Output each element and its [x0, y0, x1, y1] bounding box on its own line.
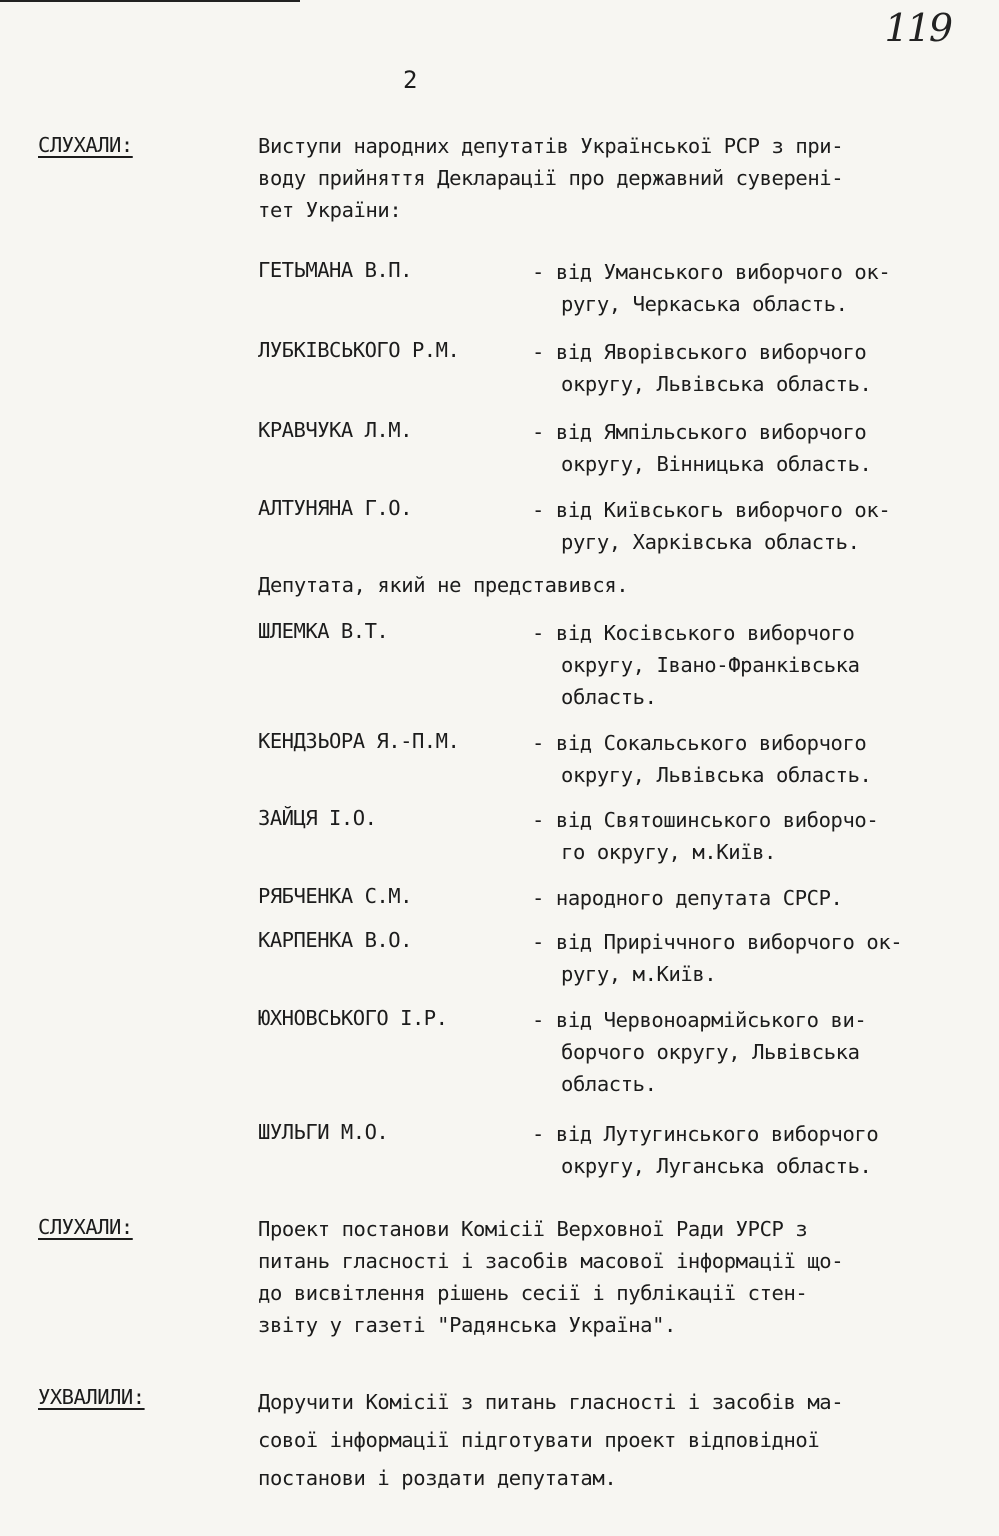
para-line: до висвітлення рішень сесії і публікації стен- [258, 1281, 808, 1305]
section-label-heard-2: СЛУХАЛИ: [38, 1215, 133, 1239]
speaker-district [532, 336, 872, 400]
speaker-name: АЛТУНЯНА Г.О. [258, 496, 412, 520]
district-line: округу, Львівська область. [561, 763, 872, 787]
speaker-district [532, 1118, 878, 1182]
top-edge-line [0, 0, 300, 2]
speaker-name: РЯБЧЕНКА С.М. [258, 884, 412, 908]
district-line: - від Уманського виборчого ок- [532, 260, 891, 284]
district-line: борчого округу, Львівська [561, 1040, 860, 1064]
section3-text [258, 1383, 958, 1497]
para-line: Проект постанови Комісії Верховної Ради УРСР з [258, 1217, 808, 1241]
speaker-name: ШЛЕМКА В.Т. [258, 619, 389, 643]
district-line: - від Київськогь виборчого ок- [532, 498, 891, 522]
para-line: сової інформації підготувати проект відповідної [258, 1428, 820, 1452]
district-line: ругу, м.Київ. [561, 962, 717, 986]
para-line: звіту у газеті "Радянська Україна". [258, 1313, 676, 1337]
speaker-name: ЮХНОВСЬКОГО І.Р. [258, 1006, 448, 1030]
speaker-name: КЕНДЗЬОРА Я.-П.М. [258, 729, 460, 753]
district-line: - народного депутата СРСР. [532, 886, 843, 910]
para-line: постанови і роздати депутатам. [258, 1466, 617, 1490]
section1-intro [258, 130, 958, 226]
page-number: 2 [403, 66, 418, 94]
district-line: округу, Вінницька область. [561, 452, 872, 476]
speaker-district [532, 804, 878, 868]
district-line: округу, Луганська область. [561, 1154, 872, 1178]
speaker-district [532, 416, 872, 480]
district-line: - від Сокальського виборчого [532, 731, 867, 755]
intro-line: Виступи народних депутатів Української РСР з при- [258, 134, 844, 158]
speaker-district [532, 1004, 866, 1100]
district-line: - від Червоноармійського ви- [532, 1008, 867, 1032]
district-line: - від Косівського виборчого [532, 621, 855, 645]
district-line: - від Лутугинського виборчого [532, 1122, 879, 1146]
district-line: область. [561, 685, 657, 709]
district-line: область. [561, 1072, 657, 1096]
intro-line: тет України: [258, 198, 402, 222]
archive-page-number: 119 [884, 6, 951, 50]
speaker-district [532, 494, 890, 558]
para-line: питань гласності і засобів масової інформації що- [258, 1249, 844, 1273]
district-line: - від Святошинського виборчо- [532, 808, 879, 832]
speaker-district [532, 727, 872, 791]
speaker-name: ЗАЙЦЯ І.О. [258, 806, 377, 830]
speaker-district [532, 926, 902, 990]
district-line: ругу, Черкаська область. [561, 292, 848, 316]
speaker-district [532, 256, 890, 320]
section2-text [258, 1213, 958, 1341]
district-line: округу, Львівська область. [561, 372, 872, 396]
district-line: го округу, м.Київ. [561, 840, 776, 864]
speaker-name: ШУЛЬГИ М.О. [258, 1120, 389, 1144]
district-line: - від Ямпільського виборчого [532, 420, 867, 444]
para-line: Доручити Комісії з питань гласності і засобів ма- [258, 1390, 844, 1414]
section-label-resolved: УХВАЛИЛИ: [38, 1385, 145, 1409]
district-line: - від Приріччного виборчого ок- [532, 930, 903, 954]
speaker-name: КРАВЧУКА Л.М. [258, 418, 412, 442]
speaker-name: КАРПЕНКА В.О. [258, 928, 412, 952]
unnamed-deputy-note: Депутата, який не представився. [258, 573, 629, 597]
district-line: округу, Івано-Франківська [561, 653, 860, 677]
speaker-name: ГЕТЬМАНА В.П. [258, 258, 412, 282]
district-line: - від Яворівського виборчого [532, 340, 867, 364]
district-line: ругу, Харківська область. [561, 530, 860, 554]
section-label-heard-1: СЛУХАЛИ: [38, 133, 133, 157]
speaker-district [532, 882, 843, 914]
speaker-district [532, 617, 860, 713]
speaker-name: ЛУБКІВСЬКОГО Р.М. [258, 338, 460, 362]
intro-line: воду прийняття Декларації про державний суверені- [258, 166, 844, 190]
